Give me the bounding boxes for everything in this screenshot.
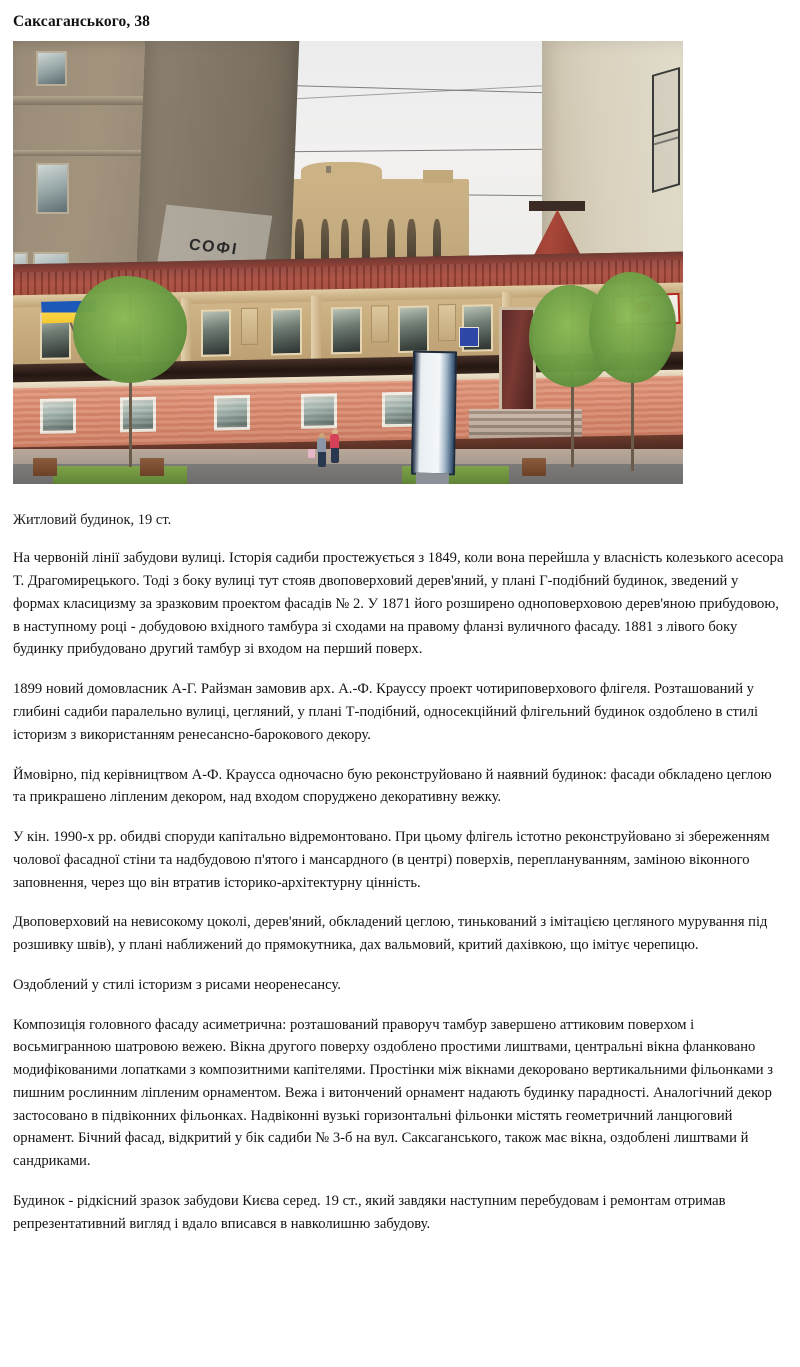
pilaster bbox=[311, 296, 321, 362]
photo-canvas bbox=[13, 41, 683, 484]
planter-box bbox=[522, 458, 546, 476]
attic-right bbox=[423, 170, 454, 183]
window bbox=[36, 51, 67, 86]
paragraph: У кін. 1990-х рр. обидві споруди капітально відремонтовано. При цьому флігель істотно реконструйовано зі збереженням чолової фасадної стіни та надбудовою п'ятого і мансардного (в центрі) поверхів, переплануванням, заміною віконного заповнення, через що він втратив історико-архітектурну цінність. bbox=[13, 829, 770, 891]
pedestrian-body bbox=[317, 438, 326, 453]
turret-cap bbox=[529, 201, 585, 211]
pedestrian-legs bbox=[331, 448, 339, 463]
window bbox=[271, 308, 302, 355]
column-base bbox=[416, 473, 449, 484]
pedestrian bbox=[315, 433, 329, 467]
paragraph: Будинок - рідкісний зразок забудови Києва серед. 19 ст., який завдяки наступним перебудовам і ремонтам отримав репрезентативний вигляд і вдало вписався в навколишню забудову. bbox=[13, 1193, 726, 1232]
window bbox=[40, 399, 76, 434]
pedestrian-body bbox=[330, 434, 339, 449]
window bbox=[398, 306, 429, 353]
ornamental-panel bbox=[438, 304, 455, 342]
paragraph: Ймовірно, під керівництвом А-Ф. Краусса одночасно бую реконструйовано й наявний будинок: фасади обкладено цеглою та прикрашено ліпленим декором, над входом споруджено декоративну вежку. bbox=[13, 766, 772, 806]
tree-crown bbox=[589, 272, 676, 384]
paragraph: На червоній лінії забудови вулиці. Історія садиби простежується з 1849, коли вона перейшла у власність колезького асесора Т. Драгомирецького. Тоді з боку вулиці тут стояв двоповерховий дерев'яний, у плані Г-подібний будинок, зведений у формах класицизму за зразковим проектом фасадів № 2. У 1871 його розширено одноповерховою дерев'яною прибудовою, в наступному році - добудовою вхідного тамбура зі сходами на правому фланзі вуличного фасаду. 1881 з лівого боку будинку прибудовано другий тамбур зі входом на перший поверх. bbox=[13, 550, 784, 658]
article-body bbox=[13, 547, 788, 1235]
lawn bbox=[53, 466, 187, 485]
tree-crown bbox=[73, 276, 187, 383]
ornamental-panel bbox=[371, 305, 388, 343]
street-tree bbox=[589, 272, 676, 471]
street-tree bbox=[73, 276, 187, 466]
paragraph: Двоповерховий на невисокому цоколі, дерев'яний, обкладений цеглою, тинькований з імітацією цегляного мурування під розшивку швів), у плані наближений до прямокутника, дах вальмовий, критий дахівкою, що імітує черепицю. bbox=[13, 914, 768, 954]
planter-box bbox=[33, 458, 57, 476]
window bbox=[295, 219, 303, 264]
address-plate bbox=[459, 327, 479, 347]
advertising-column bbox=[411, 351, 457, 476]
building-photo bbox=[13, 41, 683, 484]
window bbox=[201, 310, 232, 357]
gable bbox=[301, 162, 382, 185]
ornamental-panel bbox=[241, 308, 258, 346]
pedestrian bbox=[328, 429, 342, 467]
pedestrian-legs bbox=[318, 452, 326, 467]
window bbox=[214, 396, 250, 431]
window bbox=[301, 394, 337, 429]
paragraph: Оздоблений у стилі історизм з рисами неоренесансу. bbox=[13, 976, 341, 993]
window bbox=[36, 163, 69, 214]
balcony-railing bbox=[652, 128, 680, 193]
window bbox=[321, 219, 329, 264]
wall-sign: СОФІ bbox=[155, 204, 273, 290]
window bbox=[331, 307, 362, 354]
chimney bbox=[326, 166, 331, 173]
photo-caption: Житловий будинок, 19 ст. bbox=[13, 512, 172, 529]
paragraph: Композиція головного фасаду асиметрична: розташований праворуч тамбур завершено аттиковим поверхом і восьмигранною шатровою вежею. Вікна другого поверху оздоблено простими лиштвами, центральні вікна фланковано модифікованими лопатками з композитними капітелями. Простінки між вікнами декоровано вертикальними фільонками з пишним рослинним ліпленим орнаментом. Вежа і витончений орнамент надають будинку парадності. Аналогічний декор застосовано в підвіконних фільонках. Надвіконні вузькі горизонтальні фільонки містять геометричний ланцюговий орнамент. Бічний фасад, відкритий у бік садиби № 3-б на вул. Саксаганського, також має вікна, оздоблені лиштвами й сандриками. bbox=[13, 1016, 774, 1170]
paragraph: 1899 новий домовласник А-Г. Райзман замовив арх. А.-Ф. Крауссу проект чотириповерхового флігеля. Розташований у глибині садиби паралельно вулиці, цегляний, у плані Т-подібний, односекційний флігельний будинок оздоблено в стилі історизм з використанням ренесансно-барокового декору. bbox=[13, 681, 759, 743]
planter-box bbox=[140, 458, 164, 476]
page-title: Саксаганського, 38 bbox=[13, 13, 151, 30]
shopping-bag bbox=[308, 449, 315, 458]
